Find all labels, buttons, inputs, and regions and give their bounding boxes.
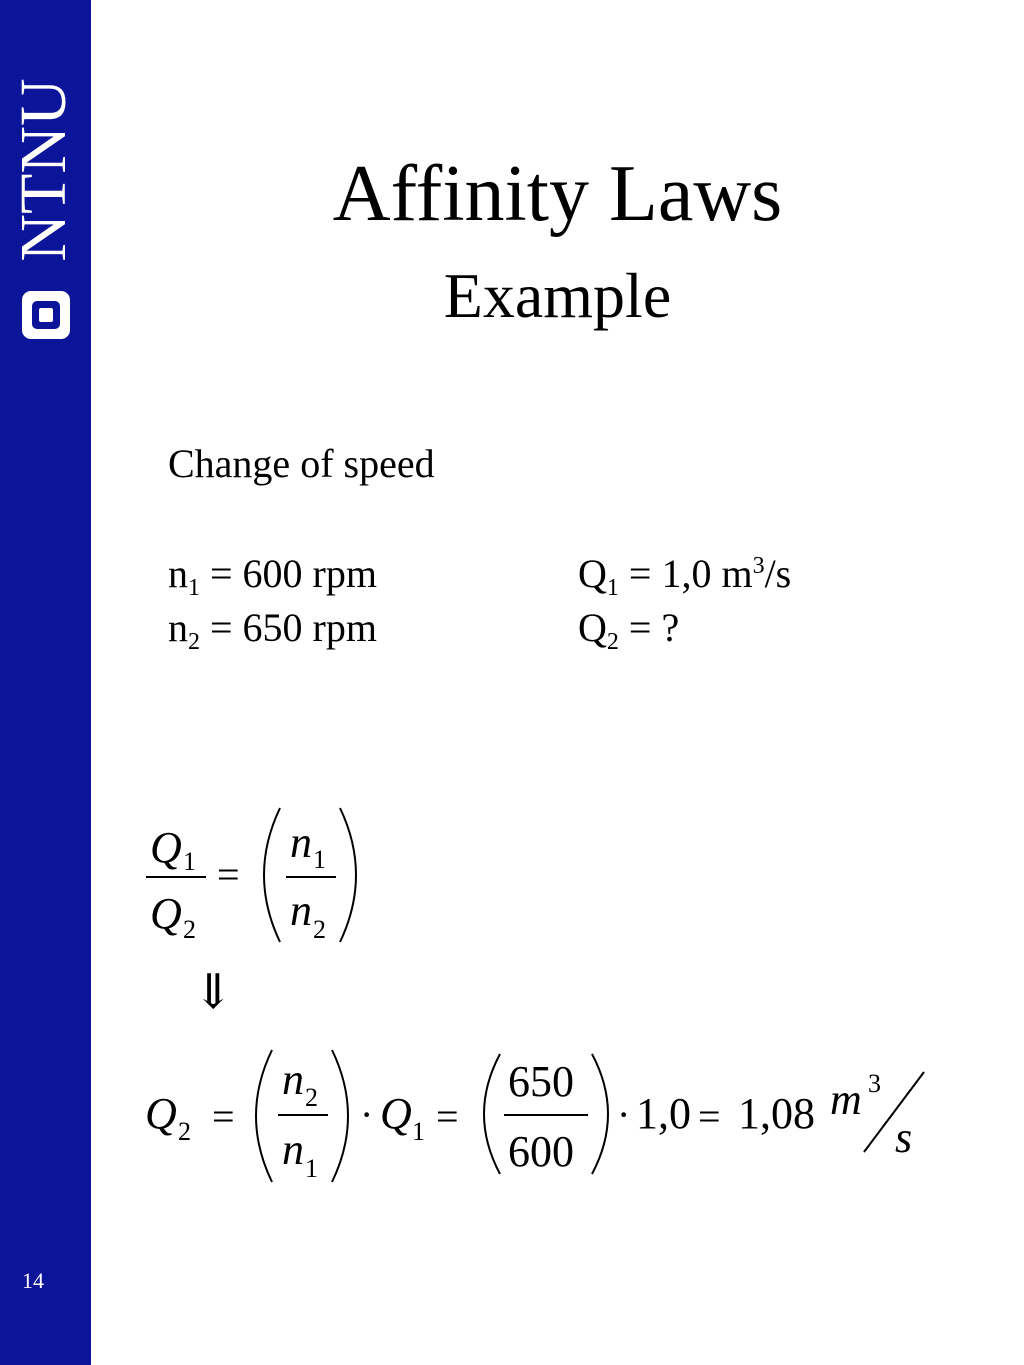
given-q1-value: = 1,0 m: [618, 551, 753, 596]
eq2-equals-3: =: [698, 1094, 721, 1139]
eq1-left-paren: [264, 808, 280, 942]
implies-arrow: ⇓: [193, 966, 234, 1019]
equation-solution: [145, 1050, 924, 1183]
logo-text: NTNU: [7, 78, 80, 262]
eq1-lhs-num-sub: 1: [183, 847, 196, 876]
eq2-frac-num: n: [282, 1055, 304, 1104]
eq1-rhs-den-sub: 2: [313, 915, 326, 944]
given-n2-sub: 2: [188, 629, 200, 655]
eq1-lhs-num: Q: [150, 823, 182, 872]
given-q1-symbol: Q: [578, 551, 607, 596]
eq2-right-paren-2: [592, 1054, 608, 1174]
given-q2-sub: 2: [606, 629, 619, 655]
eq1-rhs-den: n: [290, 886, 312, 935]
intro-text: Change of speed: [168, 441, 435, 486]
eq2-unit-num-sup: 3: [868, 1069, 881, 1098]
eq1-lhs-den: Q: [150, 889, 182, 938]
eq2-dot-2: ·: [617, 1092, 631, 1137]
eq2-unit-den: s: [895, 1113, 913, 1162]
eq2-den-value: 600: [508, 1127, 574, 1176]
given-q2-value: = ?: [618, 605, 680, 650]
given-q2-symbol: Q: [578, 605, 607, 650]
eq1-rhs-num-sub: 1: [313, 845, 326, 874]
eq2-q1-sub: 1: [412, 1117, 425, 1146]
eq2-q1: Q: [380, 1089, 412, 1138]
given-n1-symbol: n: [168, 551, 188, 596]
eq2-equals-2: =: [436, 1094, 459, 1139]
given-q1-sub: 1: [606, 575, 619, 601]
eq1-equals: =: [217, 852, 240, 897]
equation-affinity-ratio: [146, 808, 356, 944]
eq1-right-paren: [340, 808, 356, 942]
given-q1-sup: 3: [752, 553, 765, 579]
slide-number: 14: [22, 1268, 44, 1293]
eq2-left-paren-2: [484, 1054, 500, 1174]
eq1-rhs-num: n: [290, 818, 312, 867]
eq2-num-value: 650: [508, 1057, 574, 1106]
eq2-factor: 1,0: [636, 1089, 691, 1138]
eq2-frac-den-sub: 1: [305, 1154, 318, 1183]
eq2-left-paren-1: [256, 1050, 272, 1182]
given-n1-sub: 1: [188, 575, 200, 601]
eq2-result: 1,08: [738, 1089, 815, 1138]
slide-subtitle: Example: [443, 260, 672, 331]
given-n1-value: = 600 rpm: [200, 551, 377, 596]
given-n2-symbol: n: [168, 605, 188, 650]
eq2-unit-num: m: [830, 1075, 862, 1124]
eq2-lhs: Q: [145, 1089, 177, 1138]
eq2-dot-1: ·: [360, 1092, 374, 1137]
eq2-equals-1: =: [212, 1094, 235, 1139]
given-q1-unit-tail: /s: [764, 551, 792, 596]
eq2-lhs-sub: 2: [178, 1117, 191, 1146]
eq2-right-paren-1: [332, 1050, 348, 1182]
eq2-frac-den: n: [282, 1125, 304, 1174]
eq1-lhs-den-sub: 2: [183, 915, 196, 944]
slide-title: Affinity Laws: [332, 150, 783, 238]
given-n2-value: = 650 rpm: [200, 605, 377, 650]
eq2-frac-num-sub: 2: [305, 1083, 318, 1112]
